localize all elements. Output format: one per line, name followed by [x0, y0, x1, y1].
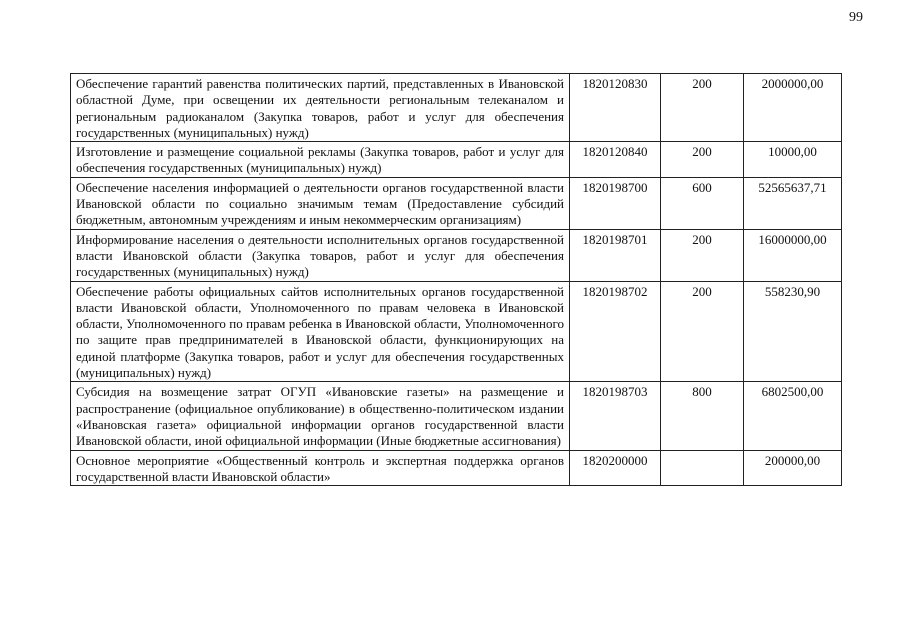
target-code-cell: 1820120840	[570, 142, 661, 178]
target-code-cell: 1820198701	[570, 229, 661, 281]
table-row	[71, 229, 842, 281]
expense-name-cell: Обеспечение гарантий равенства политических партий, представленных в Ивановской областной Думе, при освещении их деятельности региональным телеканалом и региональным радиоканалом (Закупка товаров, работ и услуг для обеспечения государственных (муниципальных) нужд)	[71, 74, 570, 142]
expense-name-cell: Информирование населения о деятельности исполнительных органов государственной власти Ивановской области (Закупка товаров, работ и услуг для обеспечения государственных (муниципальных) нужд)	[71, 229, 570, 281]
expense-type-cell	[661, 450, 744, 486]
expense-type-cell: 200	[661, 229, 744, 281]
page-number: 99	[849, 10, 863, 25]
expense-type-cell: 200	[661, 74, 744, 142]
amount-cell: 6802500,00	[744, 382, 842, 450]
expense-type-cell: 800	[661, 382, 744, 450]
target-code-cell: 1820198702	[570, 281, 661, 382]
budget-table	[70, 73, 842, 486]
table-row	[71, 74, 842, 142]
amount-cell: 2000000,00	[744, 74, 842, 142]
target-code-cell: 1820120830	[570, 74, 661, 142]
expense-name-cell: Основное мероприятие «Общественный контроль и экспертная поддержка органов государственной власти Ивановской области»	[71, 450, 570, 486]
amount-cell: 200000,00	[744, 450, 842, 486]
table-row	[71, 382, 842, 450]
expense-type-cell: 200	[661, 281, 744, 382]
table-row	[71, 142, 842, 178]
target-code-cell: 1820200000	[570, 450, 661, 486]
expense-name-cell: Обеспечение населения информацией о деятельности органов государственной власти Ивановской области по социально значимым темам (Предоставление субсидий бюджетным, автономным учреждениям и иным некоммерческим организациям)	[71, 177, 570, 229]
target-code-cell: 1820198700	[570, 177, 661, 229]
table-row	[71, 450, 842, 486]
expense-type-cell: 600	[661, 177, 744, 229]
target-code-cell: 1820198703	[570, 382, 661, 450]
expense-name-cell: Обеспечение работы официальных сайтов исполнительных органов государственной власти Ивановской области, Уполномоченного по правам человека в Ивановской области, Уполномоченного по правам ребенка в Ивановской области, Уполномоченного по защите прав предпринимателей в Ивановской области, функционирующих на единой платформе (Закупка товаров, работ и услуг для обеспечения государственных (муниципальных) нужд)	[71, 281, 570, 382]
expense-name-cell: Субсидия на возмещение затрат ОГУП «Ивановские газеты» на размещение и распространение (официальное опубликование) в общественно-политическом издании «Ивановская газета» официальной информации органов государственной власти Ивановской области, иной официальной информации (Иные бюджетные ассигнования)	[71, 382, 570, 450]
amount-cell: 10000,00	[744, 142, 842, 178]
amount-cell: 52565637,71	[744, 177, 842, 229]
table-row	[71, 281, 842, 382]
amount-cell: 558230,90	[744, 281, 842, 382]
expense-type-cell: 200	[661, 142, 744, 178]
expense-name-cell: Изготовление и размещение социальной рекламы (Закупка товаров, работ и услуг для обеспечения государственных (муниципальных) нужд)	[71, 142, 570, 178]
table-row	[71, 177, 842, 229]
amount-cell: 16000000,00	[744, 229, 842, 281]
